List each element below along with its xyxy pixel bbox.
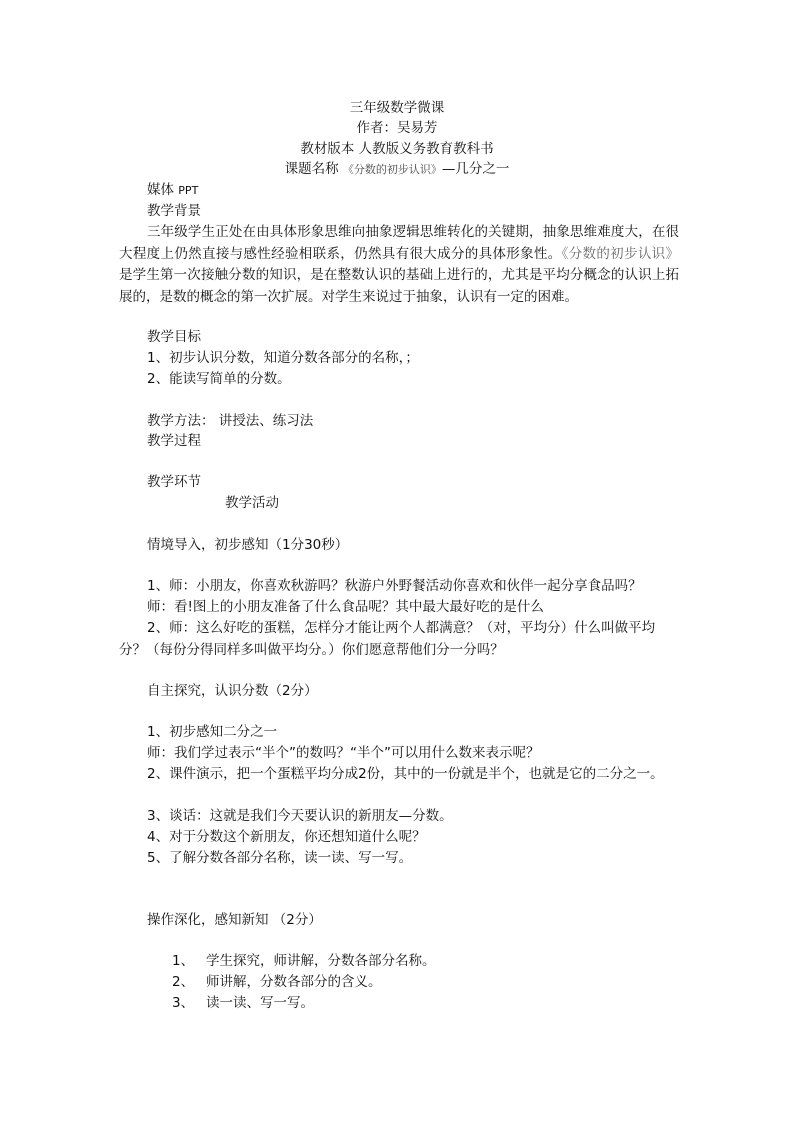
background-heading: 教学背景 (147, 203, 201, 219)
section3-item (172, 951, 436, 971)
section1-paragraph: 2、师：这么好吃的蛋糕，怎样分才能让两个人都满意？（对，平均分）什么叫做平均分？（每份分得同样多叫做平均分。）你们愿意帮他们分一分吗？ (119, 620, 656, 658)
method-line: 教学方法： 讲授法、练习法 (147, 413, 314, 429)
item-number: 3、 (172, 995, 195, 1011)
doc-author: 作者：吴易芳 (356, 120, 438, 136)
item-text: 学生探究，师讲解，分数各部分名称。 (206, 953, 436, 969)
media-line (147, 180, 198, 201)
item-text: 师讲解，分数各部分的含义。 (206, 974, 382, 990)
item-number: 2、 (172, 974, 195, 990)
goal-item: 2、能读写简单的分数。 (147, 371, 291, 387)
doc-title: 三年级数学微课 (349, 100, 445, 116)
section2-line: 3、谈话：这就是我们今天要认识的新朋友—分数。 (147, 808, 453, 824)
background-text-2: 是学生第一次接触分数的知识，是在整数认识的基础上进行的，尤其是平均分概念的认识上拓展的，是数的概念的第一次扩展。对学生来说过于抽象，认识有一定的困难。 (119, 267, 679, 305)
process-heading: 教学过程 (147, 433, 201, 449)
section3-heading: 操作深化，感知新知 （2分） (147, 912, 322, 928)
doc-topic (0, 159, 794, 180)
goals-heading: 教学目标 (147, 329, 201, 345)
section2-line: 师：我们学过表示“半个”的数吗？“半个”可以用什么数来表示呢？ (147, 745, 540, 761)
topic-suffix: —几分之一 (441, 161, 510, 177)
section3-item (172, 972, 382, 992)
activity-heading: 教学活动 (225, 495, 279, 511)
section1-line: 1、师：小朋友，你喜欢秋游吗？秋游户外野餐活动你喜欢和伙伴一起分享食品吗？ (147, 578, 642, 594)
background-text-1: 三年级学生正处在由具体形象思维向抽象逻辑思维转化的关键期，抽象思维难度大，在很大程度上仍然直接与感性经验相联系，仍然具有很大成分的具体形象性。 (119, 224, 679, 262)
section2-line: 5、了解分数各部分名称，读一读、写一写。 (147, 850, 413, 866)
goal-item: 1、初步认识分数，知道分数各部分的名称，； (147, 350, 419, 366)
doc-edition: 教材版本 人教版义务教育教科书 (300, 141, 494, 157)
item-number: 1、 (172, 953, 195, 969)
section2-line: 4、对于分数这个新朋友，你还想知道什么呢？ (147, 829, 426, 845)
topic-label: 课题名称 (284, 161, 343, 177)
section2-paragraph: 2、课件演示，把一个蛋糕平均分成2份，其中的一份就是半个，也就是它的二分之一。 (147, 766, 664, 782)
section2-line: 1、初步感知二分之一 (147, 724, 278, 740)
section2-heading: 自主探究，认识分数（2分） (147, 683, 318, 699)
item-text: 读一读、写一写。 (206, 995, 314, 1011)
background-book-title: 《分数的初步认识》 (561, 245, 680, 262)
stage-heading: 教学环节 (147, 474, 201, 490)
media-value: PPT (178, 184, 199, 197)
section1-line: 师：看!图上的小朋友准备了什么食品呢？其中最大最好吃的是什么 (147, 599, 544, 615)
background-paragraph (119, 222, 679, 308)
section3-item (172, 993, 314, 1013)
media-label: 媒体 (147, 182, 179, 198)
topic-book: 《分数的初步认识》 (342, 163, 442, 176)
section1-heading: 情境导入，初步感知（1分30秒） (147, 537, 349, 553)
